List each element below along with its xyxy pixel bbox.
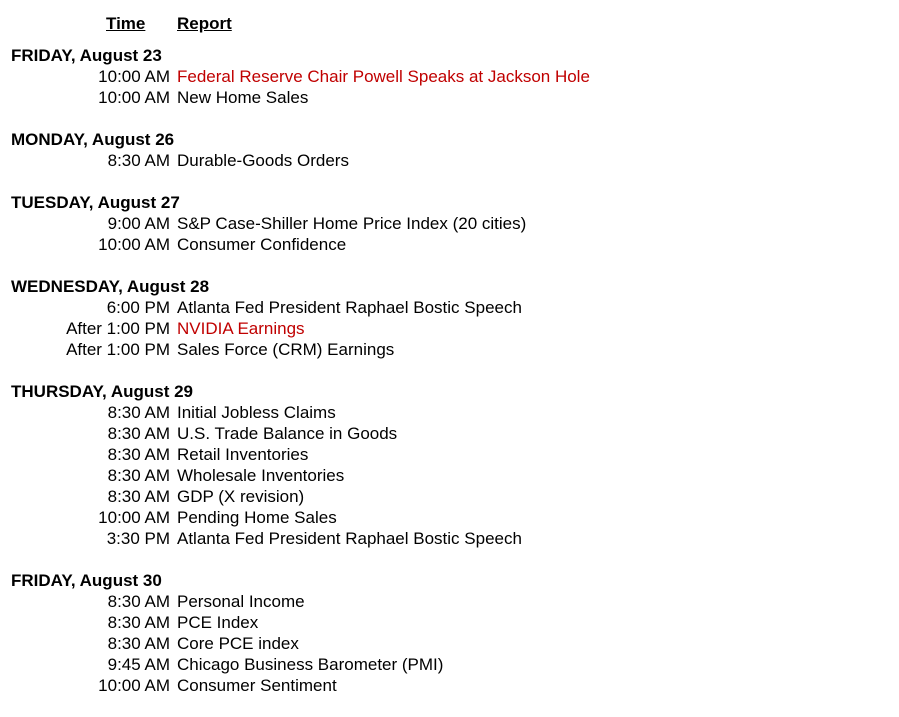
event-report: Atlanta Fed President Raphael Bostic Speech [177,298,522,317]
report-column-header: Report [177,14,232,33]
event-time: 10:00 AM [98,88,170,107]
event-report: Chicago Business Barometer (PMI) [177,655,444,674]
event-time: 8:30 AM [107,613,170,632]
event-report: GDP (X revision) [177,487,305,506]
event-row [0,507,899,528]
event-report: Pending Home Sales [177,508,337,527]
event-report: NVIDIA Earnings [177,319,305,338]
event-time: 8:30 AM [107,634,170,653]
event-row [0,486,899,507]
event-time: 8:30 AM [107,445,170,464]
day-group [0,276,899,360]
event-time: 9:00 AM [107,214,170,233]
event-report: Core PCE index [177,634,299,653]
event-time: 9:45 AM [107,655,170,674]
day-group [0,192,899,255]
time-column-header: Time [106,14,146,33]
economic-calendar [0,45,899,717]
day-group [0,381,899,549]
day-group [0,570,899,696]
event-row [0,633,899,654]
event-row [0,444,899,465]
event-time: 8:30 AM [107,487,170,506]
event-report: Initial Jobless Claims [177,403,336,422]
event-report: Retail Inventories [177,445,309,464]
event-row [0,66,899,87]
schedule-header [0,13,899,34]
day-heading: FRIDAY, August 23 [11,46,162,65]
event-row [0,612,899,633]
event-report: Consumer Sentiment [177,676,337,695]
event-time: 10:00 AM [98,67,170,86]
event-time: 10:00 AM [98,235,170,254]
event-report: PCE Index [177,613,259,632]
day-heading: MONDAY, August 26 [11,130,175,149]
event-time: After 1:00 PM [66,340,170,359]
event-row [0,528,899,549]
event-row [0,87,899,108]
event-row [0,465,899,486]
event-row [0,654,899,675]
day-group [0,45,899,108]
event-report: Federal Reserve Chair Powell Speaks at Jackson Hole [177,67,590,86]
event-time: 8:30 AM [107,592,170,611]
event-row [0,339,899,360]
event-row [0,297,899,318]
event-row [0,423,899,444]
event-time: After 1:00 PM [66,319,170,338]
event-time: 8:30 AM [107,403,170,422]
event-row [0,150,899,171]
event-row [0,675,899,696]
event-time: 6:00 PM [106,298,170,317]
event-time: 8:30 AM [107,151,170,170]
day-heading: WEDNESDAY, August 28 [11,277,210,296]
day-heading: TUESDAY, August 27 [11,193,180,212]
event-time: 3:30 PM [106,529,170,548]
event-report: Consumer Confidence [177,235,347,254]
event-time: 8:30 AM [107,424,170,443]
event-report: S&P Case-Shiller Home Price Index (20 cities) [177,214,527,233]
day-heading: THURSDAY, August 29 [11,382,193,401]
event-report: Personal Income [177,592,305,611]
event-report: New Home Sales [177,88,309,107]
event-report: Durable-Goods Orders [177,151,349,170]
event-row [0,213,899,234]
day-group [0,129,899,171]
event-time: 10:00 AM [98,676,170,695]
event-row [0,591,899,612]
event-report: U.S. Trade Balance in Goods [177,424,398,443]
event-row [0,234,899,255]
event-report: Atlanta Fed President Raphael Bostic Speech [177,529,522,548]
event-time: 8:30 AM [107,466,170,485]
event-row [0,402,899,423]
event-time: 10:00 AM [98,508,170,527]
day-heading: FRIDAY, August 30 [11,571,162,590]
event-row [0,318,899,339]
event-report: Wholesale Inventories [177,466,345,485]
event-report: Sales Force (CRM) Earnings [177,340,395,359]
